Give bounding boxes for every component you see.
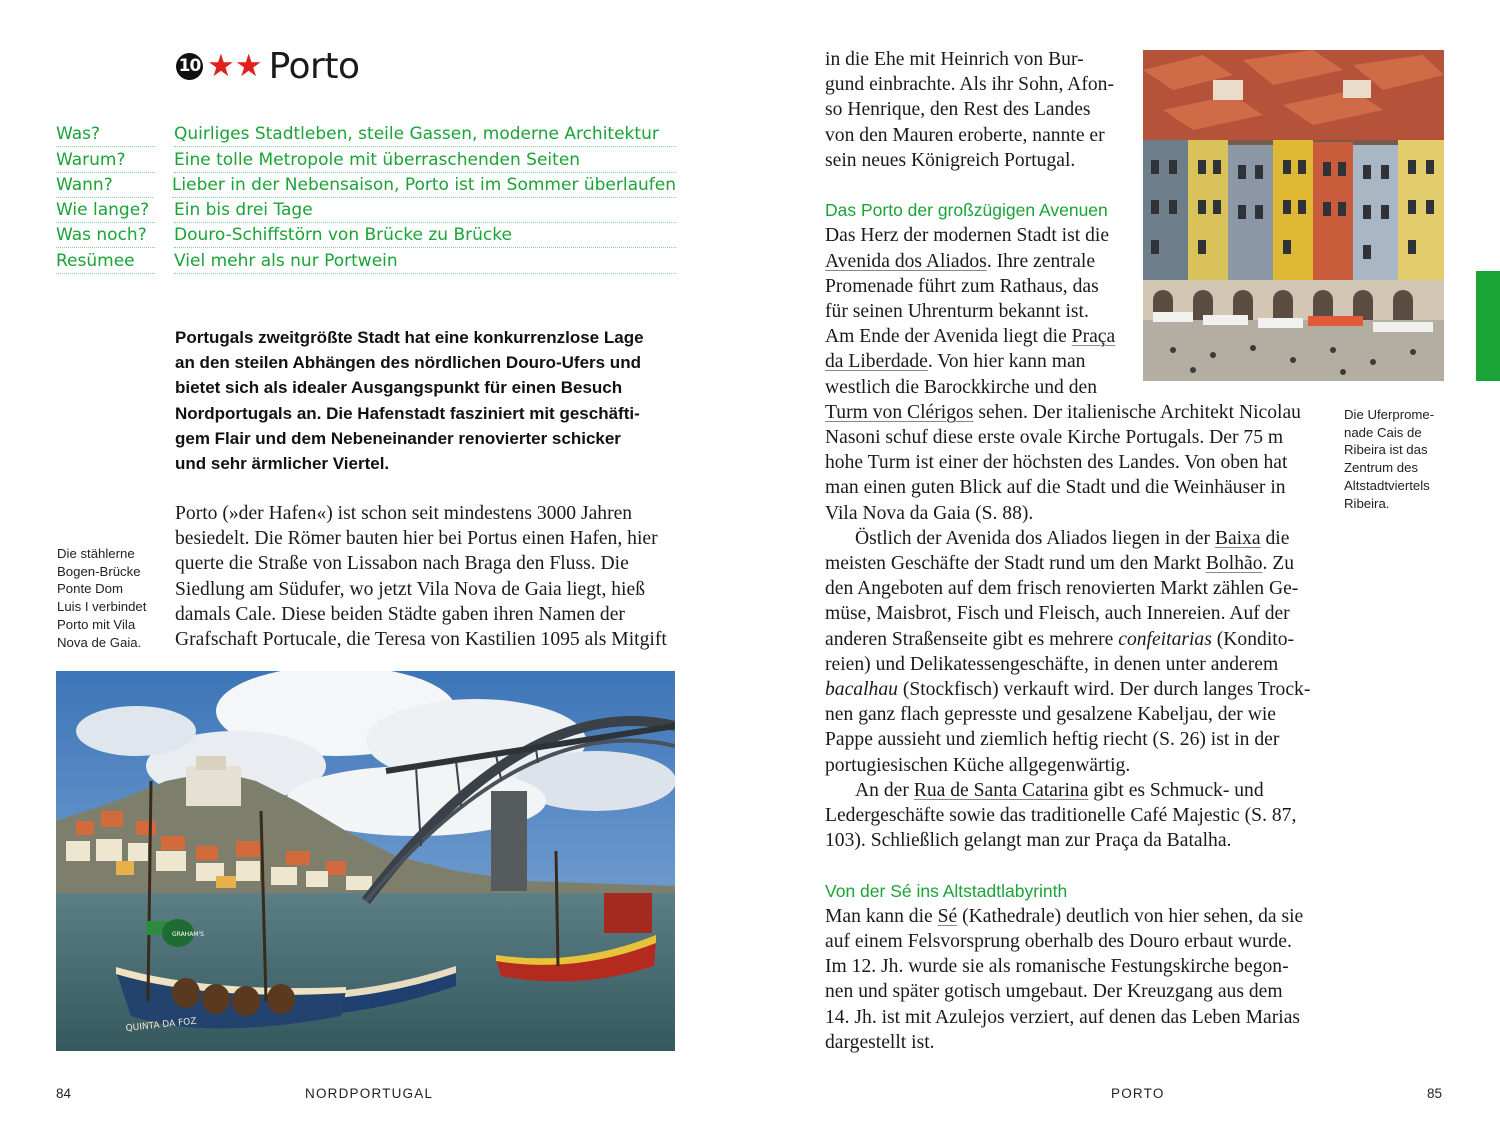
italic-term: confeitarias [1118,628,1212,650]
place-link-praca[interactable]: Praça [1071,326,1116,348]
caption-line: Zentrum des [1344,460,1419,476]
boat-name-text: QUINTA DA FOZ [125,1016,198,1034]
text-run: gibt es Schmuck- und [1088,779,1264,801]
fact-question: Was? [56,123,155,147]
body-line: 14. Jh. ist mit Azulejos verziert, auf denen das Leben Marias [825,1006,1301,1028]
intro-line: gem Flair und dem Nebeneinander renovierter schicker [175,428,621,448]
body-line: damals Cale. Diese beiden Städte gaben ihren Namen der [175,603,625,625]
italic-term: bacalhau [825,679,898,701]
fact-row [56,223,676,248]
intro-line: Nordportugals an. Die Hafenstadt fasziniert mit geschäfti- [175,403,640,423]
body-line: querte die Straße von Lissabon nach Braga den Fluss. Die [175,553,629,575]
fact-row [56,147,676,172]
caption-line: Nova de Gaia. [57,634,142,650]
body-line: man einen guten Blick auf die Stadt und die Weinhäuser in [825,477,1286,499]
body-line [825,627,1325,652]
caption-line: Ponte Dom [57,581,123,597]
body-line: in die Ehe mit Heinrich von Bur- [825,49,1084,70]
body-line: Porto (»der Hafen«) ist schon seit mindestens 3000 Jahren [175,503,633,524]
body-line [825,904,1325,929]
section-heading-old-town: Von der Sé ins Altstadtlabyrinth [825,880,1068,901]
intro-line: Portugals zweitgrößte Stadt hat eine konkurrenzlose Lage [175,328,644,347]
spacer [825,853,1325,878]
body-line: den Angeboten auf dem frisch renovierten Markt zählen Ge- [825,578,1299,600]
body-line [825,249,1325,274]
body-line: dargestellt ist. [825,1031,935,1053]
page-number-left: 84 [56,1086,72,1101]
fact-question: Was noch? [56,224,155,248]
body-line: nen und später gotisch umgebaut. Der Kreuzgang aus dem [825,981,1283,1003]
facts-table [56,122,676,274]
text-run: anderen Straßenseite gibt es mehrere [825,628,1119,650]
chapter-number-badge: 10 [176,53,203,80]
chapter-heading [176,44,360,88]
body-line: auf einem Felsvorsprung oberhalb des Douro erbaut wurde. [825,931,1292,953]
caption-line: Ribeira ist das [1344,442,1428,458]
page-title: Porto [268,45,360,87]
bridge-photo-illustration [56,671,675,1051]
fact-row [56,122,676,147]
place-link-baixa[interactable]: Baixa [1214,527,1261,549]
fact-row [56,248,676,273]
intro-paragraph [175,325,680,476]
text-run: (Kondito- [1211,628,1295,650]
fact-question: Warum? [56,149,155,173]
boat-flag-text: GRAHAM'S [172,931,204,938]
fact-answer: Eine tolle Metropole mit überraschenden Seiten [174,149,676,173]
place-link-catarina[interactable]: Rua de Santa Catarina [913,779,1089,801]
text-run: die [1260,527,1290,549]
text-run: (Kathedrale) deutlich von hier sehen, da sie [957,905,1304,927]
caption-line: Bogen-Brücke [57,563,141,579]
bridge-photo [56,671,675,1051]
running-header-right: PORTO [1111,1086,1165,1101]
caption-line: Luis I verbindet [57,599,147,615]
body-line [825,551,1325,576]
caption-line: Altstadtviertels [1344,477,1430,493]
text-run: Am Ende der Avenida liegt die [825,326,1072,348]
body-line: von den Mauren eroberte, nannte er [825,124,1105,146]
photo-caption-ribeira [1344,406,1434,512]
fact-answer: Ein bis drei Tage [174,199,676,223]
body-line: nen ganz flach gepresste und gesalzene Kabeljau, der wie [825,704,1276,726]
body-line: Siedlung am Südufer, wo jetzt Vila Nova de Gaia liegt, hieß [175,578,645,600]
fact-answer: Douro-Schiffstörn von Brücke zu Brücke [174,224,676,248]
body-line: besiedelt. Die Römer bauten hier bei Portus einen Hafen, hier [175,528,658,550]
body-line [825,349,1325,374]
body-line: Nasoni schuf diese erste ovale Kirche Portugals. Der 75 m [825,427,1284,449]
history-paragraph [175,501,667,652]
body-line [825,526,1325,551]
body-line: hohe Turm ist einer der höchsten des Landes. Von oben hat [825,452,1288,474]
body-line: Grafschaft Portucale, die Teresa von Kastilien 1095 als Mitgift [175,629,667,651]
fact-row [56,173,676,198]
right-page-text [825,47,1325,1055]
spacer [825,173,1325,198]
fact-answer: Quirliges Stadtleben, steile Gassen, moderne Architektur [174,123,676,147]
text-run: sehen. Der italienische Architekt Nicolau [973,401,1301,423]
body-line: müse, Maisbrot, Fisch und Fleisch, auch Innereien. Auf der [825,603,1290,625]
fact-question: Wie lange? [56,199,155,223]
text-run: . Von hier kann man [927,351,1086,373]
body-line: Promenade führt zum Rathaus, das [825,275,1099,297]
place-link-avenida[interactable]: Avenida dos Aliados [825,250,987,272]
place-link-clerigos[interactable]: Turm von Clérigos [825,401,974,423]
caption-line: Ribeira. [1344,495,1390,511]
rating-stars-icon: ★★ [207,47,263,84]
body-line: Das Herz der modernen Stadt ist die [825,225,1110,247]
body-line: portugiesischen Küche allgegenwärtig. [825,754,1131,776]
body-line: westlich die Barockkirche und den [825,376,1098,398]
text-run: . Zu [1262,553,1295,575]
place-link-se[interactable]: Sé [937,905,958,927]
body-line: Pappe aussieht und ziemlich heftig riecht (S. 26) ist in der [825,729,1280,751]
intro-line: bietet sich als idealer Ausgangspunkt für einen Besuch [175,378,623,398]
body-line: reien) und Delikatessengeschäfte, in denen unter anderem [825,653,1279,675]
place-link-bolhao[interactable]: Bolhão [1205,553,1263,575]
fact-row [56,198,676,223]
body-line: gund einbrachte. Als ihr Sohn, Afon- [825,74,1114,96]
body-line [825,400,1325,425]
body-line [825,677,1325,702]
text-run: Man kann die [825,905,938,927]
body-line [825,778,1325,803]
chapter-side-tab [1476,271,1500,381]
body-line [825,324,1325,349]
running-header-left: NORDPORTUGAL [305,1086,434,1101]
fact-question: Resümee [56,250,155,274]
body-line: Ledergeschäfte sowie das traditionelle Café Majestic (S. 87, [825,805,1297,827]
text-run: meisten Geschäfte der Stadt rund um den Markt [825,553,1206,575]
page-number-right: 85 [1427,1086,1443,1101]
body-line: so Henrique, den Rest des Landes [825,99,1091,121]
caption-line: Die stählerne [57,546,135,561]
caption-line: Die Uferprome- [1344,407,1435,422]
caption-line: nade Cais de [1344,424,1422,440]
fact-answer: Lieber in der Nebensaison, Porto ist im Sommer überlaufen [172,174,676,198]
text-run: An der [855,779,914,801]
body-line: sein neues Königreich Portugal. [825,149,1076,171]
body-line: Vila Nova da Gaia (S. 88). [825,502,1034,524]
place-link-liberdade[interactable]: da Liberdade [825,351,928,373]
photo-caption-bridge [57,545,146,651]
text-run: . Ihre zentrale [986,250,1096,272]
caption-line: Porto mit Vila [57,616,136,632]
body-line: für seinen Uhrenturm bekannt ist. [825,301,1089,323]
section-heading-avenues: Das Porto der großzügigen Avenuen [825,200,1108,221]
intro-line: und sehr ärmlicher Viertel. [175,454,390,474]
body-line: 103). Schließlich gelangt man zur Praça da Batalha. [825,830,1232,852]
body-line: Im 12. Jh. wurde sie als romanische Festungskirche begon- [825,956,1289,978]
text-run: Östlich der Avenida dos Aliados liegen in der [855,527,1215,549]
text-run: (Stockfisch) verkauft wird. Der durch langes Trock- [897,679,1311,701]
fact-question: Wann? [56,174,153,198]
intro-line: an den steilen Abhängen des nördlichen Douro-Ufers und [175,353,641,373]
fact-answer: Viel mehr als nur Portwein [174,250,676,274]
